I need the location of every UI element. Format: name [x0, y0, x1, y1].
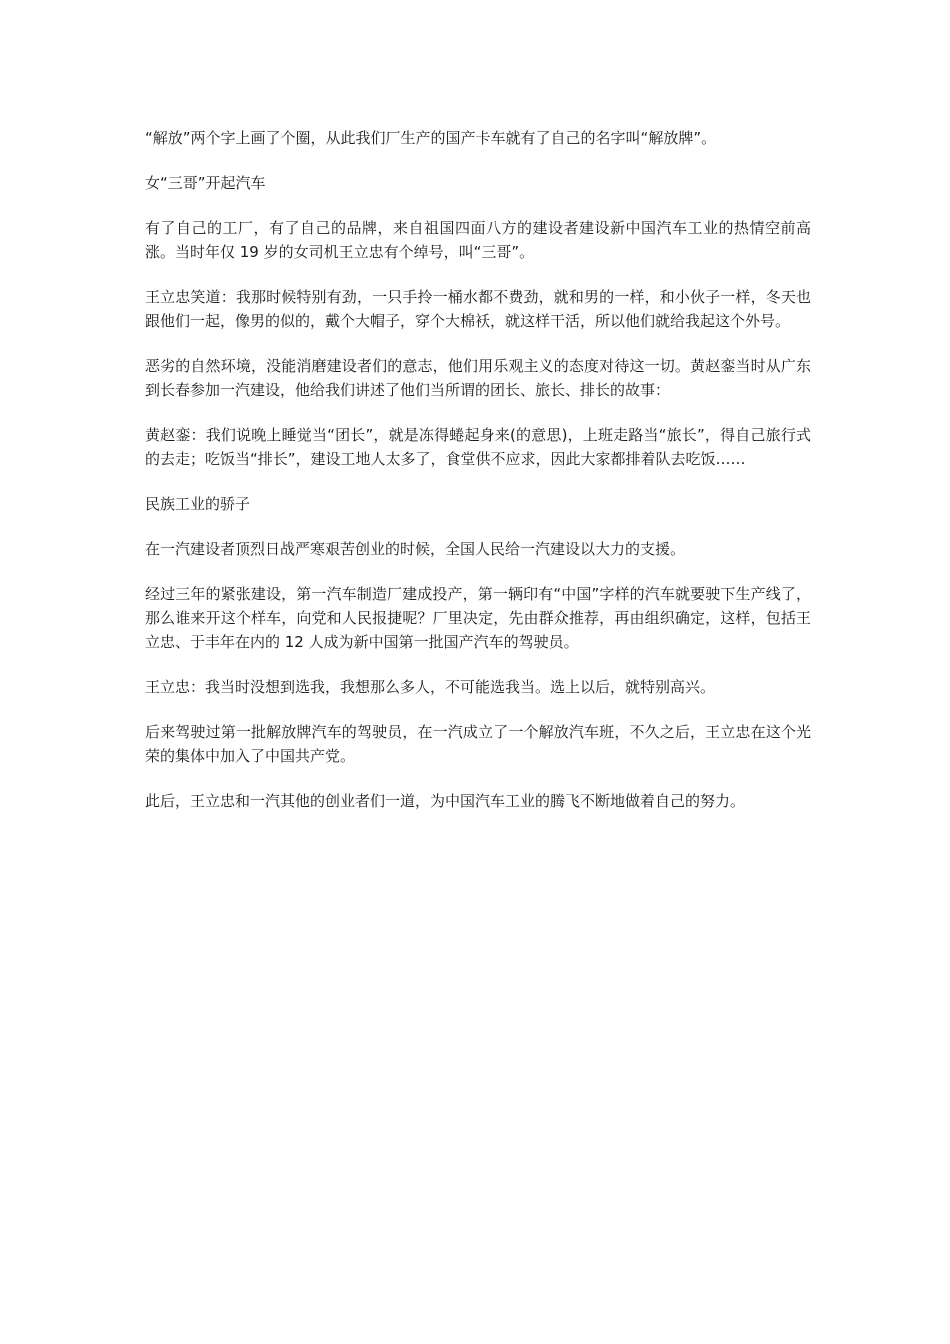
- paragraph-quote: 王立忠：我当时没想到选我，我想那么多人，不可能选我当。选上以后，就特别高兴。: [145, 678, 716, 696]
- section-heading-national-industry: 民族工业的骄子: [145, 495, 251, 513]
- paragraph: 后来驾驶过第一批解放牌汽车的驾驶员，在一汽成立了一个解放汽车班，不久之后，王立忠在这个光荣的集体中加入了中国共产党。: [145, 723, 811, 765]
- paragraph: 经过三年的紧张建设，第一汽车制造厂建成投产，第一辆印有“中国”字样的汽车就要驶下生产线了，那么谁来开这个样车，向党和人民报捷呢？厂里决定，先由群众推荐，再由组织确定，这样，包括王立忠、于丰年在内的 12 人成为新中国第一批国产汽车的驾驶员。: [145, 585, 811, 651]
- paragraph: 恶劣的自然环境，没能消磨建设者们的意志，他们用乐观主义的态度对待这一切。黄赵銮当时从广东到长春参加一汽建设，他给我们讲述了他们当所谓的团长、旅长、排长的故事：: [145, 357, 811, 399]
- paragraph: 在一汽建设者顶烈日战严寒艰苦创业的时候，全国人民给一汽建设以大力的支援。: [145, 540, 686, 558]
- section-heading-san-ge: 女“三哥”开起汽车: [145, 174, 266, 192]
- paragraph-closing: 此后，王立忠和一汽其他的创业者们一道，为中国汽车工业的腾飞不断地做着自己的努力。: [145, 792, 746, 810]
- paragraph-quote: 王立忠笑道：我那时候特别有劲，一只手拎一桶水都不费劲，就和男的一样，和小伙子一样，冬天也跟他们一起，像男的似的，戴个大帽子，穿个大棉袄，就这样干活，所以他们就给我起这个外号。: [145, 288, 811, 330]
- document-body: [145, 126, 811, 834]
- paragraph-intro: “解放”两个字上画了个圈，从此我们厂生产的国产卡车就有了自己的名字叫“解放牌”。: [145, 129, 717, 147]
- paragraph: 有了自己的工厂，有了自己的品牌，来自祖国四面八方的建设者建设新中国汽车工业的热情空前高涨。当时年仅 19 岁的女司机王立忠有个绰号，叫“三哥”。: [145, 219, 811, 261]
- paragraph-quote: 黄赵銮：我们说晚上睡觉当“团长”，就是冻得蜷起身来(的意思)，上班走路当“旅长”，得自己旅行式的去走；吃饭当“排长”，建设工地人太多了，食堂供不应求，因此大家都排着队去吃饭……: [145, 426, 811, 468]
